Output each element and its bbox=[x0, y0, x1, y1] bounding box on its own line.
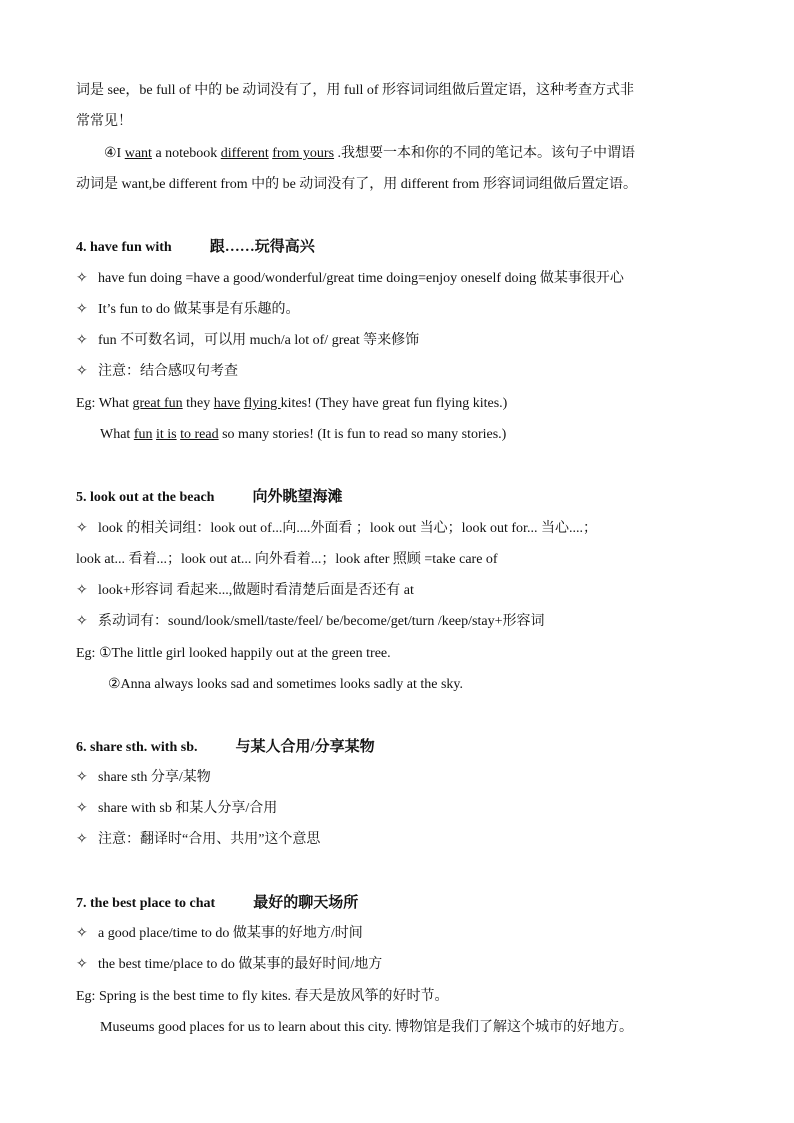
s4-eg1-have: have bbox=[213, 396, 241, 411]
section-4-example-1 bbox=[76, 395, 507, 413]
section-6-bullet-3 bbox=[76, 831, 320, 849]
section-4-title-cn: 跟……玩得高兴 bbox=[209, 239, 315, 255]
section-5-bullet-3-text: 系动词有：sound/look/smell/taste/feel/ be/become/get/turn /keep/stay+形容词 bbox=[98, 614, 545, 629]
example-4-text-a: ④I bbox=[104, 146, 125, 161]
section-7-example-2: Museums good places for us to learn about this city. 博物馆是我们了解这个城市的好地方。 bbox=[100, 1020, 633, 1035]
section-7-title: 7. the best place to chat bbox=[76, 896, 216, 911]
intro-line-4: 动词是 want,be different from 中的 be 动词没有了，用 different from 形容词词组做后置定语。 bbox=[76, 177, 637, 192]
section-5-title-cn: 向外眺望海滩 bbox=[252, 489, 343, 505]
diamond-bullet-icon: ✧ bbox=[76, 271, 88, 286]
diamond-bullet-icon: ✧ bbox=[76, 801, 88, 816]
section-5-bullet-1-continued: look at... 看着...；look out at... 向外看着...；look after 照顾 =take care of bbox=[76, 552, 498, 567]
section-4-bullet-3-text: fun 不可数名词，可以用 much/a lot of/ great 等来修饰 bbox=[98, 333, 420, 348]
section-7-bullet-1-text: a good place/time to do 做某事的好地方/时间 bbox=[98, 926, 363, 941]
example-4-text-b: a notebook bbox=[151, 146, 221, 161]
section-7-bullet-2 bbox=[76, 956, 382, 974]
section-4-bullet-1-text: have fun doing =have a good/wonderful/great time doing=enjoy oneself doing 做某事很开心 bbox=[98, 271, 624, 286]
section-5-title: 5. look out at the beach bbox=[76, 490, 215, 505]
section-6-title-cn: 与某人合用/分享某物 bbox=[235, 739, 375, 755]
section-7-bullet-1 bbox=[76, 925, 363, 943]
section-6-title: 6. share sth. with sb. bbox=[76, 740, 198, 755]
section-4-heading bbox=[76, 238, 315, 257]
example-4-word-from-yours: from yours bbox=[272, 146, 335, 161]
section-7-heading bbox=[76, 894, 358, 913]
section-4-bullet-4-text: 注意：结合感叹句考查 bbox=[98, 364, 238, 379]
example-4-word-want: want bbox=[124, 146, 152, 161]
example-4-line bbox=[104, 145, 635, 163]
diamond-bullet-icon: ✧ bbox=[76, 614, 88, 629]
intro-line-1: 词是 see，be full of 中的 be 动词没有了，用 full of 形容词词组做后置定语，这种考查方式非 bbox=[76, 83, 635, 98]
section-5-bullet-3 bbox=[76, 613, 544, 631]
example-4-text-d: .我想要一本和你的不同的笔记本。该句子中谓语 bbox=[334, 146, 636, 161]
s4-eg1-great-fun: great fun bbox=[132, 396, 183, 411]
section-6-bullet-2-text: share with sb 和某人分享/合用 bbox=[98, 801, 278, 816]
s4-eg2-a: What bbox=[100, 427, 134, 442]
s4-eg2-fun: fun bbox=[133, 427, 153, 442]
section-7-title-cn: 最好的聊天场所 bbox=[253, 895, 359, 911]
section-4-example-2 bbox=[100, 426, 506, 444]
s4-eg1-flying: flying bbox=[243, 396, 281, 411]
s4-eg2-it-is: it is bbox=[156, 427, 177, 442]
section-5-example-2: ②Anna always looks sad and sometimes looks sadly at the sky. bbox=[108, 677, 463, 692]
example-4-word-different: different bbox=[220, 146, 269, 161]
s4-eg2-d: so many stories! (It is fun to read so many stories.) bbox=[218, 427, 507, 442]
s4-eg1-b: they bbox=[182, 396, 214, 411]
s4-eg1-a: Eg: What bbox=[76, 396, 133, 411]
section-5-bullet-1-text: look 的相关词组：look out of...向....外面看 ；look out 当心；look out for... 当心....； bbox=[98, 521, 597, 536]
section-6-bullet-2 bbox=[76, 800, 277, 818]
section-7-example-1: Eg: Spring is the best time to fly kites. 春天是放风筝的好时节。 bbox=[76, 989, 449, 1004]
section-7-bullet-2-text: the best time/place to do 做某事的最好时间/地方 bbox=[98, 957, 383, 972]
diamond-bullet-icon: ✧ bbox=[76, 926, 88, 941]
s4-eg1-d: kites! (They have great fun flying kites.) bbox=[280, 396, 508, 411]
section-5-bullet-1 bbox=[76, 520, 597, 538]
diamond-bullet-icon: ✧ bbox=[76, 957, 88, 972]
section-4-bullet-4 bbox=[76, 363, 238, 381]
section-6-bullet-3-text: 注意：翻译时“合用、共用”这个意思 bbox=[98, 832, 321, 847]
section-5-heading bbox=[76, 488, 342, 507]
section-5-bullet-2 bbox=[76, 582, 414, 600]
diamond-bullet-icon: ✧ bbox=[76, 521, 88, 536]
section-6-bullet-1 bbox=[76, 769, 211, 787]
section-5-example-1: Eg: ①The little girl looked happily out at the green tree. bbox=[76, 646, 391, 661]
intro-line-2: 常常见！ bbox=[76, 114, 132, 129]
diamond-bullet-icon: ✧ bbox=[76, 364, 88, 379]
section-4-bullet-3 bbox=[76, 332, 419, 350]
diamond-bullet-icon: ✧ bbox=[76, 333, 88, 348]
diamond-bullet-icon: ✧ bbox=[76, 770, 88, 785]
section-4-bullet-2-text: It’s fun to do 做某事是有乐趣的。 bbox=[98, 302, 300, 317]
diamond-bullet-icon: ✧ bbox=[76, 302, 88, 317]
s4-eg2-to-read: to read bbox=[180, 427, 219, 442]
section-4-title: 4. have fun with bbox=[76, 240, 172, 255]
section-6-heading bbox=[76, 738, 375, 757]
section-5-bullet-2-text: look+形容词 看起来...,做题时看清楚后面是否还有 at bbox=[98, 583, 414, 598]
section-6-bullet-1-text: share sth 分享/某物 bbox=[98, 770, 211, 785]
diamond-bullet-icon: ✧ bbox=[76, 832, 88, 847]
section-4-bullet-1 bbox=[76, 270, 624, 288]
section-4-bullet-2 bbox=[76, 301, 299, 319]
diamond-bullet-icon: ✧ bbox=[76, 583, 88, 598]
